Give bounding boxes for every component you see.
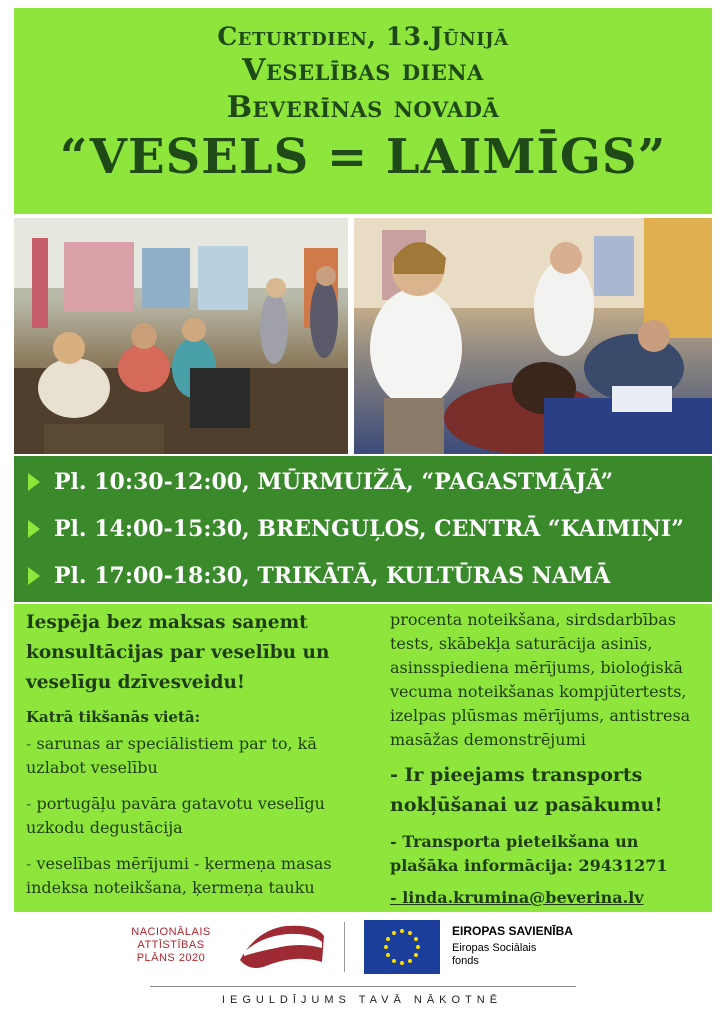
footer — [0, 912, 724, 1024]
bullet-triangle-icon — [28, 473, 40, 491]
schedule-row-1 — [28, 462, 613, 502]
footer-divider — [344, 922, 345, 972]
photo-strip — [14, 218, 712, 454]
schedule-text: Pl. 10:30-12:00, MŪRMUIŽĀ, “PAGASTMĀJĀ” — [54, 469, 614, 495]
email-dash: - — [390, 888, 403, 907]
measurements-continued: procenta noteikšana, sirdsdarbības tests, skābekļa saturācija asinīs, asinsspiediena mērījums, bioloģiskā vecuma noteikšanas kompjūtertests, izelpas plūsmas mērījums, antistresa masāžas demonstrējumi — [390, 610, 691, 749]
schedule-panel — [14, 456, 712, 602]
info-left-column — [26, 608, 362, 900]
schedule-row-2 — [28, 509, 684, 549]
event-location: Beverīnas novadā — [226, 90, 500, 125]
photo-health-tent — [14, 218, 348, 454]
photo-massage-demo-illustration — [354, 218, 712, 454]
footer-rule — [150, 986, 576, 987]
bullet-triangle-icon — [28, 520, 40, 538]
info-panel — [14, 604, 712, 912]
lead-text: Iespēja bez maksas saņemt konsultācijas par veselību un veselīgu dzīvesveidu! — [26, 612, 330, 693]
bullet-triangle-icon — [28, 567, 40, 585]
schedule-text: Pl. 17:00-18:30, TRIKĀTĀ, KULTŪRAS NAMĀ — [54, 563, 611, 589]
schedule-row-3 — [28, 556, 610, 596]
contact-email-link[interactable]: linda.krumina@beverina.lv — [402, 888, 644, 907]
header-banner — [14, 8, 712, 214]
photo-health-tent-illustration — [14, 218, 348, 454]
event-title: Veselības diena — [242, 53, 484, 88]
eu-title: EIROPAS SAVIENĪBA — [452, 924, 573, 938]
event-slogan: “VESELS = LAIMĪGS” — [59, 129, 667, 185]
info-right-column — [390, 608, 700, 907]
date-line: Ceturtdien, 13.Jūnijā — [217, 22, 509, 51]
list-item: - veselības mērījumi - ķermeņa masas indeksa noteikšana, ķermeņa tauku — [26, 854, 332, 897]
footer-motto: IEGULDĪJUMS TAVĀ NĀKOTNĒ — [221, 994, 503, 1006]
each-venue-heading: Katrā tikšanās vietā: — [26, 708, 201, 726]
list-item: - portugāļu pavāra gatavotu veselīgu uzkodu degustācija — [26, 794, 325, 837]
latvia-flag-icon — [236, 920, 328, 974]
transport-notice: - Ir pieejams transports nokļūšanai uz pasākumu! — [390, 764, 663, 816]
contact-email-line — [390, 888, 700, 907]
transport-info: - Transporta pieteikšana un plašāka informācija: 29431271 — [390, 832, 668, 875]
eu-flag-icon — [364, 920, 440, 974]
schedule-text: Pl. 14:00-15:30, BRENGUĻOS, CENTRĀ “KAIMIŅI” — [54, 516, 684, 542]
npa-logo-text: NACIONĀLAIS ATTĪSTĪBAS PLĀNS 2020 — [131, 926, 211, 964]
eu-fund: Eiropas Sociālais fonds — [452, 942, 537, 967]
list-item: - sarunas ar speciālistiem par to, kā uzlabot veselību — [26, 734, 317, 777]
photo-massage-demo — [354, 218, 712, 454]
